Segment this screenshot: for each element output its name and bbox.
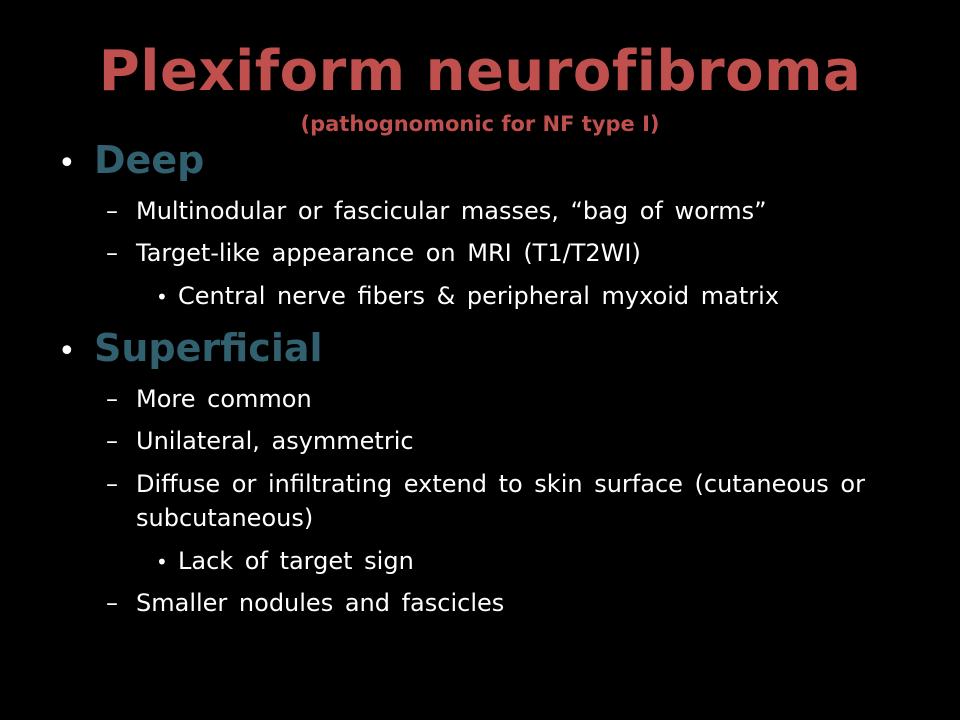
section-heading-superficial bbox=[58, 326, 323, 374]
list-item-text: Multinodular or fascicular masses, “bag of worms” bbox=[136, 197, 767, 225]
list-item-text: Diffuse or infiltrating extend to skin surface (cutaneous or subcutaneous) bbox=[136, 470, 865, 532]
slide-subtitle: (pathognomonic for NF type I) bbox=[300, 112, 660, 136]
dash-icon: – bbox=[106, 385, 118, 413]
sub-list-item bbox=[156, 544, 414, 579]
section-heading-label: Deep bbox=[94, 138, 205, 182]
list-item bbox=[106, 382, 906, 416]
list-item bbox=[106, 467, 886, 535]
list-item-text: Target-like appearance on MRI (T1/T2WI) bbox=[136, 239, 641, 267]
list-item bbox=[106, 424, 906, 458]
bullet-icon: • bbox=[156, 285, 168, 309]
list-item-text: Unilateral, asymmetric bbox=[136, 427, 414, 455]
dash-icon: – bbox=[106, 470, 118, 498]
bullet-icon: • bbox=[58, 334, 76, 369]
sub-list-item-text: Lack of target sign bbox=[178, 547, 414, 575]
list-item bbox=[106, 236, 906, 270]
sub-list-item-text: Central nerve fibers & peripheral myxoid matrix bbox=[178, 282, 780, 310]
slide-title: Plexiform neurofibroma bbox=[98, 39, 862, 104]
dash-icon: – bbox=[106, 197, 118, 225]
list-item-text: Smaller nodules and fascicles bbox=[136, 589, 505, 617]
list-item-text: More common bbox=[136, 385, 312, 413]
list-item bbox=[106, 586, 906, 620]
sub-list-item bbox=[156, 279, 779, 314]
list-item bbox=[106, 194, 906, 228]
bullet-icon: • bbox=[156, 550, 168, 574]
dash-icon: – bbox=[106, 427, 118, 455]
section-heading-label: Superficial bbox=[94, 326, 323, 370]
section-heading-deep bbox=[58, 138, 204, 186]
bullet-icon: • bbox=[58, 146, 76, 181]
dash-icon: – bbox=[106, 589, 118, 617]
dash-icon: – bbox=[106, 239, 118, 267]
